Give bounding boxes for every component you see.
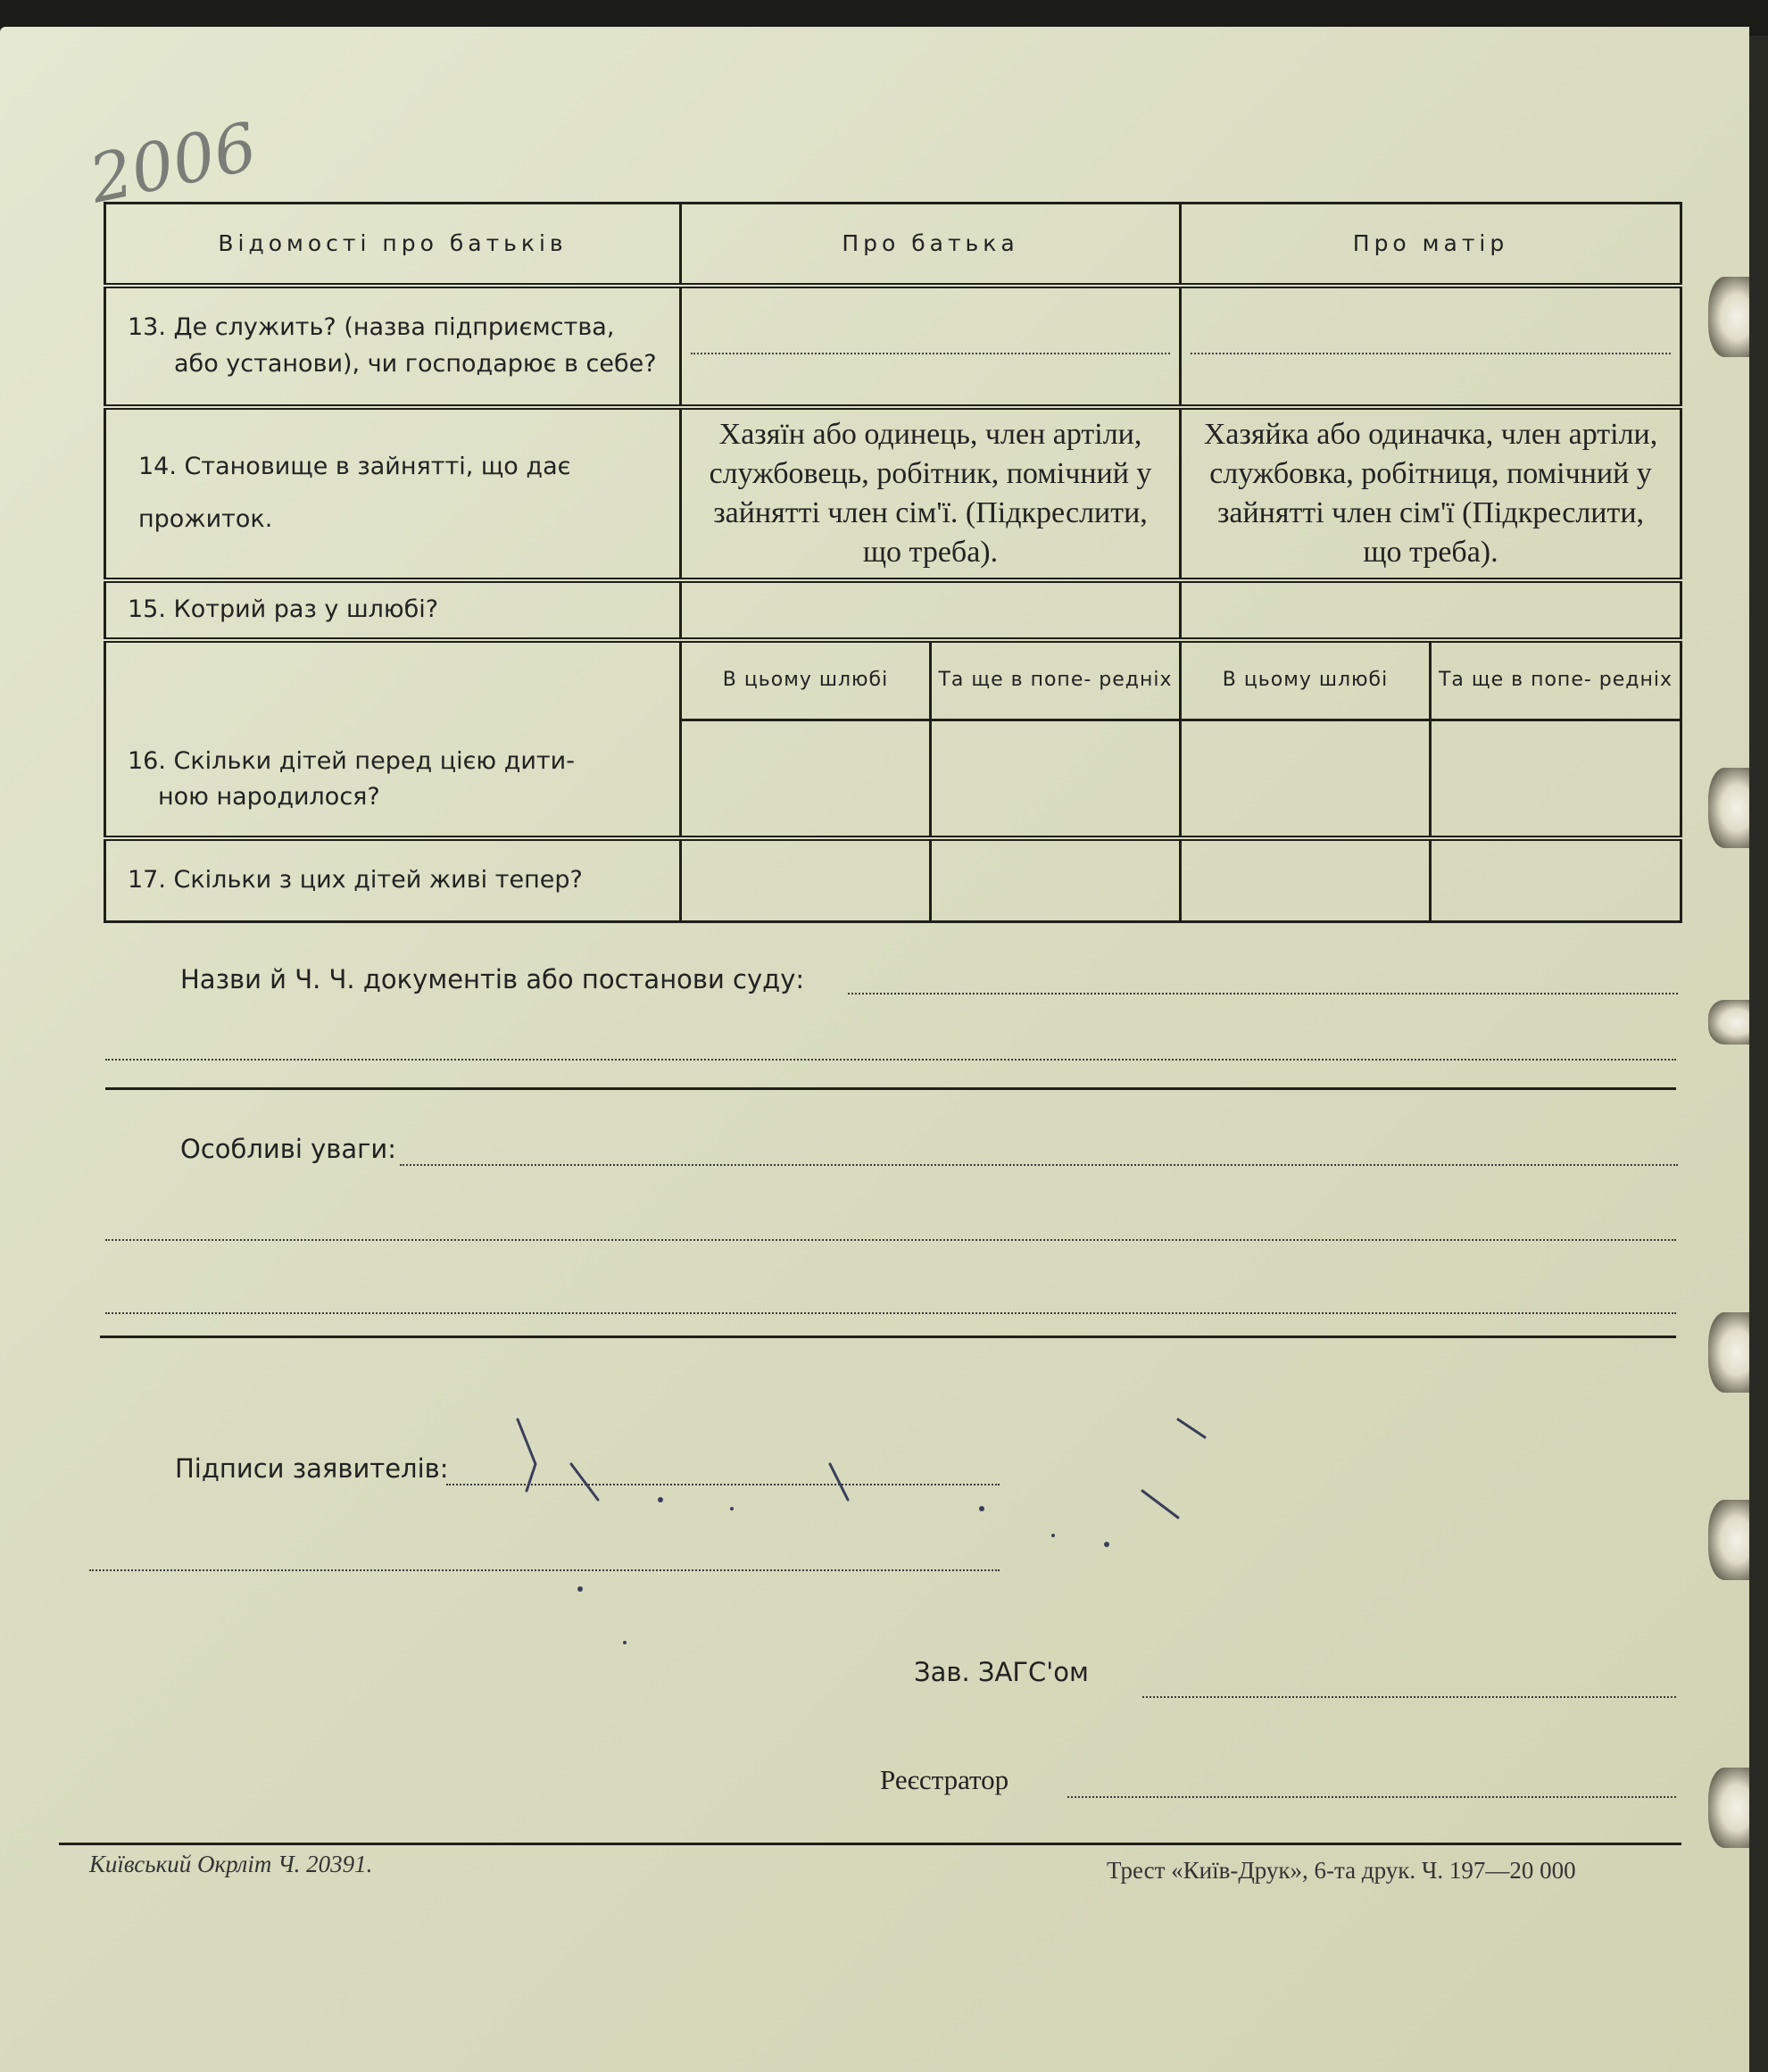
q13-father-line (691, 353, 1170, 354)
q16-mother-this-marriage-header: В цьому шлюбі (1181, 640, 1431, 720)
notes-line-3[interactable] (105, 1312, 1676, 1314)
q16-father-this-marriage-header: В цьому шлюбі (681, 640, 931, 720)
row-q17 (105, 838, 1681, 922)
q17-father-this-marriage-field[interactable] (681, 838, 931, 922)
binding-hole-1 (1708, 277, 1749, 357)
footer-printer-info: Трест «Київ-Друк», 6-та друк. Ч. 197—20 000 (1107, 1857, 1576, 1884)
q17-father-previous-field[interactable] (931, 838, 1181, 922)
q13-mother-line (1191, 353, 1671, 354)
header-mother: Про матір (1181, 204, 1681, 286)
registrar-label: Реєстратор (880, 1764, 1009, 1795)
q16-label (105, 640, 681, 838)
q16-line2: ною народилося? (158, 783, 380, 811)
q14-mother-options[interactable]: Хазяйка або одиначка, член артіли, службовка, робітниця, помічний у зайнятті член сім'ї (Підкреслити, що треба). (1181, 407, 1681, 581)
q13-mother-field[interactable] (1181, 286, 1681, 407)
header-father: Про батька (681, 204, 1181, 286)
row-q13 (105, 286, 1681, 407)
handwritten-archive-number: 2006 (83, 108, 264, 219)
q16-father-this-marriage-field[interactable] (681, 720, 931, 838)
row-q16-subheader (105, 640, 1681, 720)
q13-father-field[interactable] (681, 286, 1181, 407)
notes-divider (100, 1336, 1676, 1338)
q14-father-options[interactable]: Хазяїн або одинець, член артіли, службовець, робітник, помічний у зайнятті член сім'ї. (Підкреслити, що треба). (681, 407, 1181, 581)
q16-mother-previous-header: Та ще в попе- редніх (1431, 640, 1681, 720)
notes-label: Особливі уваги: (180, 1134, 397, 1164)
q15-father-field[interactable] (681, 580, 1181, 640)
q17-label: 17. Скільки з цих дітей живі тепер? (105, 838, 681, 922)
documents-label: Назви й Ч. Ч. документів або постанови суду: (180, 964, 805, 994)
parents-info-table (104, 202, 1682, 923)
footer-censor-number: Київський Окрліт Ч. 20391. (89, 1851, 373, 1877)
q15-mother-field[interactable] (1181, 580, 1681, 640)
q15-label: 15. Котрий раз у шлюбі? (105, 580, 681, 640)
signatures-label: Підписи заявителів: (175, 1453, 449, 1484)
table-header-row (105, 204, 1681, 286)
binding-hole-3 (1708, 1000, 1749, 1044)
notes-line-1[interactable] (400, 1164, 1678, 1166)
q17-mother-this-marriage-field[interactable] (1181, 838, 1431, 922)
q14-label (105, 407, 681, 581)
row-q14 (105, 407, 1681, 581)
documents-line-2[interactable] (105, 1059, 1676, 1061)
zags-head-line[interactable] (1142, 1696, 1676, 1698)
q16-mother-previous-field[interactable] (1431, 720, 1681, 838)
q13-line2: або установи), чи господарює в себе? (174, 349, 657, 378)
notes-line-2[interactable] (105, 1239, 1676, 1241)
signature-scribble (464, 1410, 1267, 1696)
q13-line1: 13. Де служить? (назва підприємства, (128, 313, 615, 341)
documents-line-1[interactable] (848, 993, 1678, 994)
registrar-line[interactable] (1067, 1796, 1676, 1798)
header-parents-info: Відомості про батьків (105, 204, 681, 286)
zags-head-label: Зав. ЗАГС'ом (914, 1657, 1089, 1687)
q13-label (105, 286, 681, 407)
q16-father-previous-header: Та ще в попе- редніх (931, 640, 1181, 720)
row-q15 (105, 580, 1681, 640)
binding-hole-6 (1708, 1768, 1749, 1848)
binding-hole-2 (1708, 768, 1749, 848)
q14-line1: 14. Становище в зайнятті, що дає (138, 453, 571, 481)
binding-hole-4 (1708, 1312, 1749, 1393)
documents-divider (105, 1087, 1676, 1090)
q14-line2: прожиток. (138, 504, 273, 533)
q17-mother-previous-field[interactable] (1431, 838, 1681, 922)
q16-mother-this-marriage-field[interactable] (1181, 720, 1431, 838)
q16-line1: 16. Скільки дітей перед цією дити- (128, 746, 575, 775)
footer-divider (59, 1843, 1681, 1845)
binding-hole-5 (1708, 1500, 1749, 1580)
q16-father-previous-field[interactable] (931, 720, 1181, 838)
